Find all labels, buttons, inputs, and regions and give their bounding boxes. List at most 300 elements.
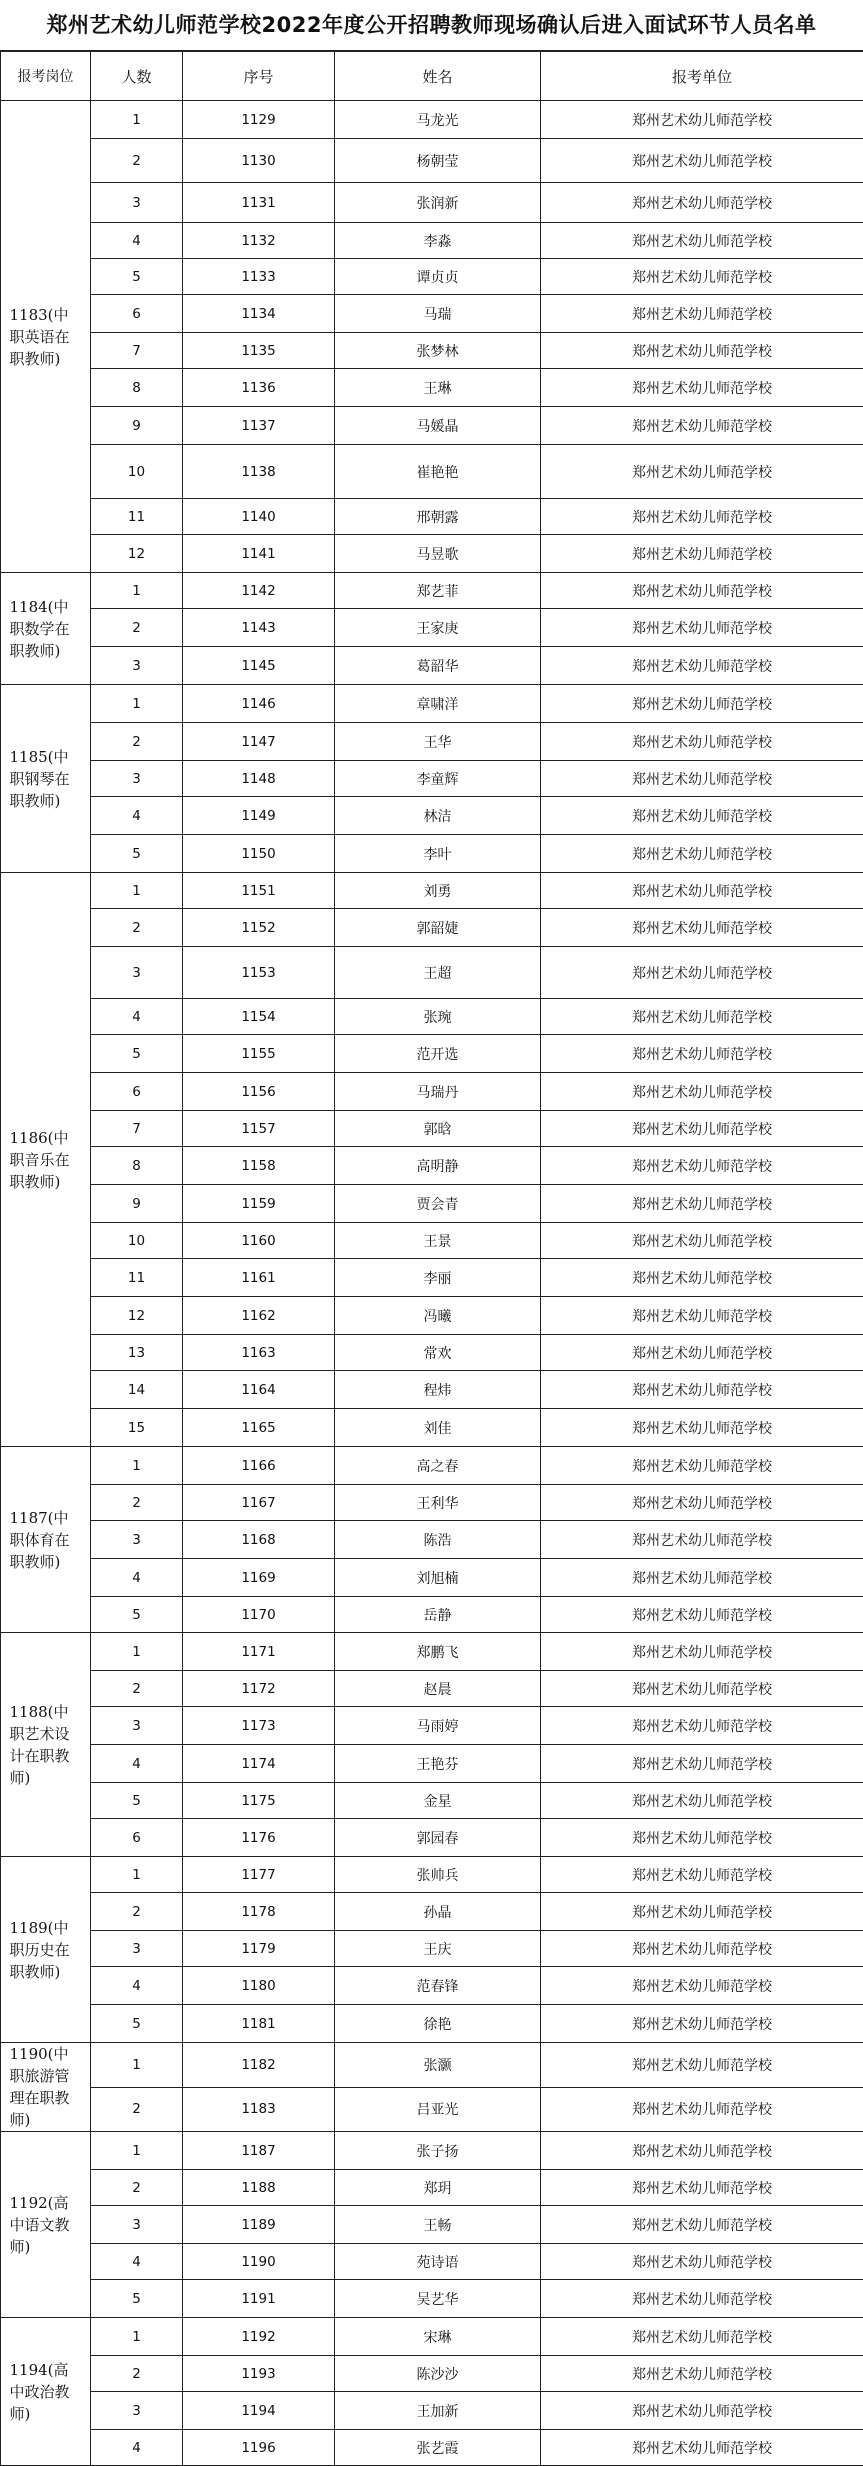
count-cell: 15: [91, 1409, 183, 1447]
post-label: 1183(中职英语在职教师): [10, 304, 82, 370]
unit-cell: 郑州艺术幼儿师范学校: [541, 223, 863, 259]
count-cell: 1: [91, 685, 183, 723]
table-row: [1, 1671, 863, 1707]
name-cell: 孙晶: [335, 1893, 541, 1931]
name-cell: 范开选: [335, 1035, 541, 1073]
table-row: [1, 947, 863, 999]
unit-cell: 郑州艺术幼儿师范学校: [541, 1485, 863, 1521]
serial-cell: 1163: [183, 1335, 335, 1371]
unit-cell: 郑州艺术幼儿师范学校: [541, 1893, 863, 1931]
post-label: 1194(高中政治教师): [10, 2359, 82, 2425]
table-row: [1, 873, 863, 909]
table-row: [1, 1111, 863, 1147]
serial-cell: 1188: [183, 2170, 335, 2206]
count-cell: 2: [91, 2170, 183, 2206]
table-row: [1, 223, 863, 259]
name-cell: 王利华: [335, 1485, 541, 1521]
unit-cell: 郑州艺术幼儿师范学校: [541, 609, 863, 647]
name-cell: 林洁: [335, 797, 541, 835]
count-cell: 5: [91, 1035, 183, 1073]
name-cell: 宋琳: [335, 2318, 541, 2356]
header-count: 人数: [91, 52, 183, 101]
unit-cell: 郑州艺术幼儿师范学校: [541, 1857, 863, 1893]
name-cell: 王超: [335, 947, 541, 999]
serial-cell: 1135: [183, 333, 335, 369]
name-cell: 马昱歌: [335, 535, 541, 573]
post-label: 1186(中职音乐在职教师): [10, 1127, 82, 1193]
serial-cell: 1174: [183, 1745, 335, 1783]
unit-cell: 郑州艺术幼儿师范学校: [541, 333, 863, 369]
name-cell: 王家庚: [335, 609, 541, 647]
name-cell: 郭晗: [335, 1111, 541, 1147]
serial-cell: 1136: [183, 369, 335, 407]
table-row: [1, 2087, 863, 2132]
unit-cell: 郑州艺术幼儿师范学校: [541, 2005, 863, 2043]
count-cell: 2: [91, 2087, 183, 2132]
table-row: [1, 1707, 863, 1745]
serial-cell: 1138: [183, 445, 335, 499]
post-cell: [1, 2318, 91, 2466]
serial-cell: 1148: [183, 761, 335, 797]
count-cell: 2: [91, 1485, 183, 1521]
serial-cell: 1145: [183, 647, 335, 685]
name-cell: 李丽: [335, 1259, 541, 1297]
serial-cell: 1141: [183, 535, 335, 573]
name-cell: 贾会青: [335, 1185, 541, 1223]
serial-cell: 1183: [183, 2087, 335, 2132]
name-cell: 张梦林: [335, 333, 541, 369]
count-cell: 4: [91, 1745, 183, 1783]
count-cell: 4: [91, 999, 183, 1035]
count-cell: 14: [91, 1371, 183, 1409]
post-label: 1187(中职体育在职教师): [10, 1507, 82, 1573]
serial-cell: 1156: [183, 1073, 335, 1111]
count-cell: 1: [91, 2132, 183, 2170]
unit-cell: 郑州艺术幼儿师范学校: [541, 573, 863, 609]
name-cell: 章啸洋: [335, 685, 541, 723]
name-cell: 常欢: [335, 1335, 541, 1371]
table-row: [1, 761, 863, 797]
unit-cell: 郑州艺术幼儿师范学校: [541, 1931, 863, 1967]
name-cell: 高明静: [335, 1147, 541, 1185]
table-row: [1, 1147, 863, 1185]
serial-cell: 1157: [183, 1111, 335, 1147]
serial-cell: 1189: [183, 2206, 335, 2244]
name-cell: 王畅: [335, 2206, 541, 2244]
table-row: [1, 101, 863, 139]
name-cell: 吕亚光: [335, 2087, 541, 2132]
name-cell: 冯曦: [335, 1297, 541, 1335]
count-cell: 5: [91, 835, 183, 873]
name-cell: 陈浩: [335, 1521, 541, 1559]
table-row: [1, 1073, 863, 1111]
count-cell: 1: [91, 1633, 183, 1671]
name-cell: 马雨婷: [335, 1707, 541, 1745]
table-row: [1, 2356, 863, 2392]
serial-cell: 1175: [183, 1783, 335, 1819]
count-cell: 2: [91, 609, 183, 647]
count-cell: 2: [91, 909, 183, 947]
serial-cell: 1179: [183, 1931, 335, 1967]
count-cell: 3: [91, 1521, 183, 1559]
serial-cell: 1129: [183, 101, 335, 139]
table-row: [1, 797, 863, 835]
table-row: [1, 2318, 863, 2356]
table-row: [1, 445, 863, 499]
table-row: [1, 1559, 863, 1597]
count-cell: 5: [91, 259, 183, 295]
count-cell: 9: [91, 407, 183, 445]
name-cell: 张子扬: [335, 2132, 541, 2170]
header-serial: 序号: [183, 52, 335, 101]
header-unit: 报考单位: [541, 52, 863, 101]
unit-cell: 郑州艺术幼儿师范学校: [541, 761, 863, 797]
unit-cell: 郑州艺术幼儿师范学校: [541, 1371, 863, 1409]
name-cell: 郑玥: [335, 2170, 541, 2206]
count-cell: 8: [91, 369, 183, 407]
count-cell: 2: [91, 2356, 183, 2392]
count-cell: 11: [91, 499, 183, 535]
table-row: [1, 259, 863, 295]
table-row: [1, 1521, 863, 1559]
count-cell: 3: [91, 761, 183, 797]
unit-cell: 郑州艺术幼儿师范学校: [541, 1147, 863, 1185]
name-cell: 谭贞贞: [335, 259, 541, 295]
unit-cell: 郑州艺术幼儿师范学校: [541, 295, 863, 333]
unit-cell: 郑州艺术幼儿师范学校: [541, 1185, 863, 1223]
unit-cell: 郑州艺术幼儿师范学校: [541, 2132, 863, 2170]
serial-cell: 1158: [183, 1147, 335, 1185]
table-header-row: [1, 52, 863, 101]
name-cell: 程炜: [335, 1371, 541, 1409]
unit-cell: 郑州艺术幼儿师范学校: [541, 1073, 863, 1111]
count-cell: 10: [91, 1223, 183, 1259]
post-cell: [1, 873, 91, 1447]
table-row: [1, 1259, 863, 1297]
count-cell: 3: [91, 2392, 183, 2430]
count-cell: 10: [91, 445, 183, 499]
serial-cell: 1193: [183, 2356, 335, 2392]
table-row: [1, 835, 863, 873]
serial-cell: 1181: [183, 2005, 335, 2043]
name-cell: 邢朝露: [335, 499, 541, 535]
table-row: [1, 1745, 863, 1783]
serial-cell: 1187: [183, 2132, 335, 2170]
unit-cell: 郑州艺术幼儿师范学校: [541, 909, 863, 947]
serial-cell: 1182: [183, 2043, 335, 2088]
unit-cell: 郑州艺术幼儿师范学校: [541, 647, 863, 685]
serial-cell: 1159: [183, 1185, 335, 1223]
unit-cell: 郑州艺术幼儿师范学校: [541, 999, 863, 1035]
unit-cell: 郑州艺术幼儿师范学校: [541, 685, 863, 723]
name-cell: 郑鹏飞: [335, 1633, 541, 1671]
table-row: [1, 1409, 863, 1447]
table-row: [1, 1783, 863, 1819]
count-cell: 9: [91, 1185, 183, 1223]
serial-cell: 1194: [183, 2392, 335, 2430]
serial-cell: 1180: [183, 1967, 335, 2005]
count-cell: 4: [91, 2244, 183, 2280]
count-cell: 2: [91, 723, 183, 761]
count-cell: 7: [91, 333, 183, 369]
serial-cell: 1162: [183, 1297, 335, 1335]
name-cell: 李淼: [335, 223, 541, 259]
unit-cell: 郑州艺术幼儿师范学校: [541, 259, 863, 295]
table-row: [1, 1223, 863, 1259]
unit-cell: 郑州艺术幼儿师范学校: [541, 2170, 863, 2206]
table-row: [1, 1371, 863, 1409]
unit-cell: 郑州艺术幼儿师范学校: [541, 407, 863, 445]
serial-cell: 1160: [183, 1223, 335, 1259]
serial-cell: 1153: [183, 947, 335, 999]
header-name: 姓名: [335, 52, 541, 101]
post-label: 1185(中职钢琴在职教师): [10, 746, 82, 812]
unit-cell: 郑州艺术幼儿师范学校: [541, 1783, 863, 1819]
table-row: [1, 909, 863, 947]
serial-cell: 1177: [183, 1857, 335, 1893]
count-cell: 5: [91, 2280, 183, 2318]
name-cell: 刘佳: [335, 1409, 541, 1447]
unit-cell: 郑州艺术幼儿师范学校: [541, 1819, 863, 1857]
unit-cell: 郑州艺术幼儿师范学校: [541, 2392, 863, 2430]
name-cell: 葛韶华: [335, 647, 541, 685]
table-row: [1, 1035, 863, 1073]
unit-cell: 郑州艺术幼儿师范学校: [541, 1745, 863, 1783]
unit-cell: 郑州艺术幼儿师范学校: [541, 1409, 863, 1447]
name-cell: 王加新: [335, 2392, 541, 2430]
post-label: 1184(中职数学在职教师): [10, 596, 82, 662]
unit-cell: 郑州艺术幼儿师范学校: [541, 1035, 863, 1073]
serial-cell: 1134: [183, 295, 335, 333]
serial-cell: 1165: [183, 1409, 335, 1447]
name-cell: 陈沙沙: [335, 2356, 541, 2392]
post-cell: [1, 1633, 91, 1857]
serial-cell: 1169: [183, 1559, 335, 1597]
unit-cell: 郑州艺术幼儿师范学校: [541, 1447, 863, 1485]
unit-cell: 郑州艺术幼儿师范学校: [541, 1111, 863, 1147]
table-row: [1, 1819, 863, 1857]
unit-cell: 郑州艺术幼儿师范学校: [541, 499, 863, 535]
unit-cell: 郑州艺术幼儿师范学校: [541, 2206, 863, 2244]
candidate-table: [0, 51, 863, 2466]
count-cell: 4: [91, 1967, 183, 2005]
post-cell: [1, 101, 91, 573]
serial-cell: 1173: [183, 1707, 335, 1745]
table-row: [1, 2170, 863, 2206]
post-label: 1189(中职历史在职教师): [10, 1917, 82, 1983]
unit-cell: 郑州艺术幼儿师范学校: [541, 1335, 863, 1371]
table-row: [1, 535, 863, 573]
name-cell: 吴艺华: [335, 2280, 541, 2318]
count-cell: 8: [91, 1147, 183, 1185]
serial-cell: 1152: [183, 909, 335, 947]
table-row: [1, 1297, 863, 1335]
name-cell: 张灏: [335, 2043, 541, 2088]
header-post: 报考岗位: [1, 52, 91, 101]
unit-cell: 郑州艺术幼儿师范学校: [541, 1633, 863, 1671]
post-cell: [1, 1447, 91, 1633]
serial-cell: 1143: [183, 609, 335, 647]
count-cell: 4: [91, 2430, 183, 2466]
name-cell: 郭园春: [335, 1819, 541, 1857]
post-cell: [1, 2043, 91, 2132]
unit-cell: 郑州艺术幼儿师范学校: [541, 369, 863, 407]
serial-cell: 1168: [183, 1521, 335, 1559]
count-cell: 4: [91, 223, 183, 259]
name-cell: 马瑞丹: [335, 1073, 541, 1111]
table-row: [1, 1633, 863, 1671]
name-cell: 郑艺菲: [335, 573, 541, 609]
name-cell: 王华: [335, 723, 541, 761]
table-row: [1, 1967, 863, 2005]
count-cell: 3: [91, 183, 183, 223]
name-cell: 金星: [335, 1783, 541, 1819]
post-label: 1192(高中语文教师): [10, 2192, 82, 2258]
table-row: [1, 999, 863, 1035]
serial-cell: 1192: [183, 2318, 335, 2356]
post-cell: [1, 573, 91, 685]
unit-cell: 郑州艺术幼儿师范学校: [541, 2244, 863, 2280]
name-cell: 李童辉: [335, 761, 541, 797]
name-cell: 马龙光: [335, 101, 541, 139]
count-cell: 1: [91, 1857, 183, 1893]
serial-cell: 1167: [183, 1485, 335, 1521]
name-cell: 岳静: [335, 1597, 541, 1633]
serial-cell: 1191: [183, 2280, 335, 2318]
count-cell: 4: [91, 797, 183, 835]
unit-cell: 郑州艺术幼儿师范学校: [541, 1967, 863, 2005]
unit-cell: 郑州艺术幼儿师范学校: [541, 1707, 863, 1745]
table-row: [1, 1447, 863, 1485]
table-row: [1, 2132, 863, 2170]
table-body: [1, 101, 863, 2466]
table-row: [1, 723, 863, 761]
serial-cell: 1171: [183, 1633, 335, 1671]
serial-cell: 1176: [183, 1819, 335, 1857]
name-cell: 郭韶婕: [335, 909, 541, 947]
name-cell: 王琳: [335, 369, 541, 407]
serial-cell: 1130: [183, 139, 335, 183]
unit-cell: 郑州艺术幼儿师范学校: [541, 1297, 863, 1335]
count-cell: 3: [91, 1707, 183, 1745]
table-row: [1, 295, 863, 333]
count-cell: 5: [91, 1783, 183, 1819]
table-row: [1, 609, 863, 647]
count-cell: 1: [91, 1447, 183, 1485]
page-title: 郑州艺术幼儿师范学校2022年度公开招聘教师现场确认后进入面试环节人员名单: [0, 0, 863, 51]
unit-cell: 郑州艺术幼儿师范学校: [541, 183, 863, 223]
table-row: [1, 499, 863, 535]
name-cell: 赵晨: [335, 1671, 541, 1707]
post-cell: [1, 685, 91, 873]
table-row: [1, 1485, 863, 1521]
table-row: [1, 2244, 863, 2280]
unit-cell: 郑州艺术幼儿师范学校: [541, 797, 863, 835]
name-cell: 杨朝莹: [335, 139, 541, 183]
unit-cell: 郑州艺术幼儿师范学校: [541, 2280, 863, 2318]
serial-cell: 1137: [183, 407, 335, 445]
name-cell: 李叶: [335, 835, 541, 873]
unit-cell: 郑州艺术幼儿师范学校: [541, 2043, 863, 2088]
count-cell: 13: [91, 1335, 183, 1371]
serial-cell: 1140: [183, 499, 335, 535]
count-cell: 1: [91, 2318, 183, 2356]
unit-cell: 郑州艺术幼儿师范学校: [541, 2087, 863, 2132]
serial-cell: 1151: [183, 873, 335, 909]
post-cell: [1, 1857, 91, 2043]
table-row: [1, 1931, 863, 1967]
name-cell: 张艺霞: [335, 2430, 541, 2466]
table-row: [1, 139, 863, 183]
table-row: [1, 183, 863, 223]
post-label: 1190(中职旅游管理在职教师): [10, 2043, 82, 2131]
count-cell: 2: [91, 1671, 183, 1707]
table-row: [1, 647, 863, 685]
count-cell: 1: [91, 2043, 183, 2088]
count-cell: 12: [91, 535, 183, 573]
unit-cell: 郑州艺术幼儿师范学校: [541, 723, 863, 761]
unit-cell: 郑州艺术幼儿师范学校: [541, 2318, 863, 2356]
name-cell: 马媛晶: [335, 407, 541, 445]
table-row: [1, 407, 863, 445]
unit-cell: 郑州艺术幼儿师范学校: [541, 835, 863, 873]
unit-cell: 郑州艺术幼儿师范学校: [541, 101, 863, 139]
serial-cell: 1131: [183, 183, 335, 223]
count-cell: 5: [91, 2005, 183, 2043]
count-cell: 5: [91, 1597, 183, 1633]
name-cell: 高之春: [335, 1447, 541, 1485]
unit-cell: 郑州艺术幼儿师范学校: [541, 1223, 863, 1259]
count-cell: 4: [91, 1559, 183, 1597]
unit-cell: 郑州艺术幼儿师范学校: [541, 445, 863, 499]
serial-cell: 1164: [183, 1371, 335, 1409]
post-label: 1188(中职艺术设计在职教师): [10, 1701, 82, 1789]
table-row: [1, 333, 863, 369]
serial-cell: 1170: [183, 1597, 335, 1633]
unit-cell: 郑州艺术幼儿师范学校: [541, 1559, 863, 1597]
serial-cell: 1172: [183, 1671, 335, 1707]
name-cell: 张琬: [335, 999, 541, 1035]
table-row: [1, 1335, 863, 1371]
serial-cell: 1178: [183, 1893, 335, 1931]
count-cell: 6: [91, 1073, 183, 1111]
count-cell: 6: [91, 1819, 183, 1857]
name-cell: 范春锋: [335, 1967, 541, 2005]
name-cell: 崔艳艳: [335, 445, 541, 499]
name-cell: 王庆: [335, 1931, 541, 1967]
count-cell: 3: [91, 947, 183, 999]
post-cell: [1, 2132, 91, 2318]
serial-cell: 1190: [183, 2244, 335, 2280]
name-cell: 王艳芬: [335, 1745, 541, 1783]
table-row: [1, 2280, 863, 2318]
serial-cell: 1142: [183, 573, 335, 609]
serial-cell: 1149: [183, 797, 335, 835]
name-cell: 马瑞: [335, 295, 541, 333]
serial-cell: 1196: [183, 2430, 335, 2466]
serial-cell: 1147: [183, 723, 335, 761]
table-row: [1, 1893, 863, 1931]
name-cell: 刘旭楠: [335, 1559, 541, 1597]
unit-cell: 郑州艺术幼儿师范学校: [541, 1597, 863, 1633]
serial-cell: 1133: [183, 259, 335, 295]
count-cell: 3: [91, 1931, 183, 1967]
table-row: [1, 2392, 863, 2430]
serial-cell: 1146: [183, 685, 335, 723]
name-cell: 张润新: [335, 183, 541, 223]
table-row: [1, 369, 863, 407]
unit-cell: 郑州艺术幼儿师范学校: [541, 535, 863, 573]
